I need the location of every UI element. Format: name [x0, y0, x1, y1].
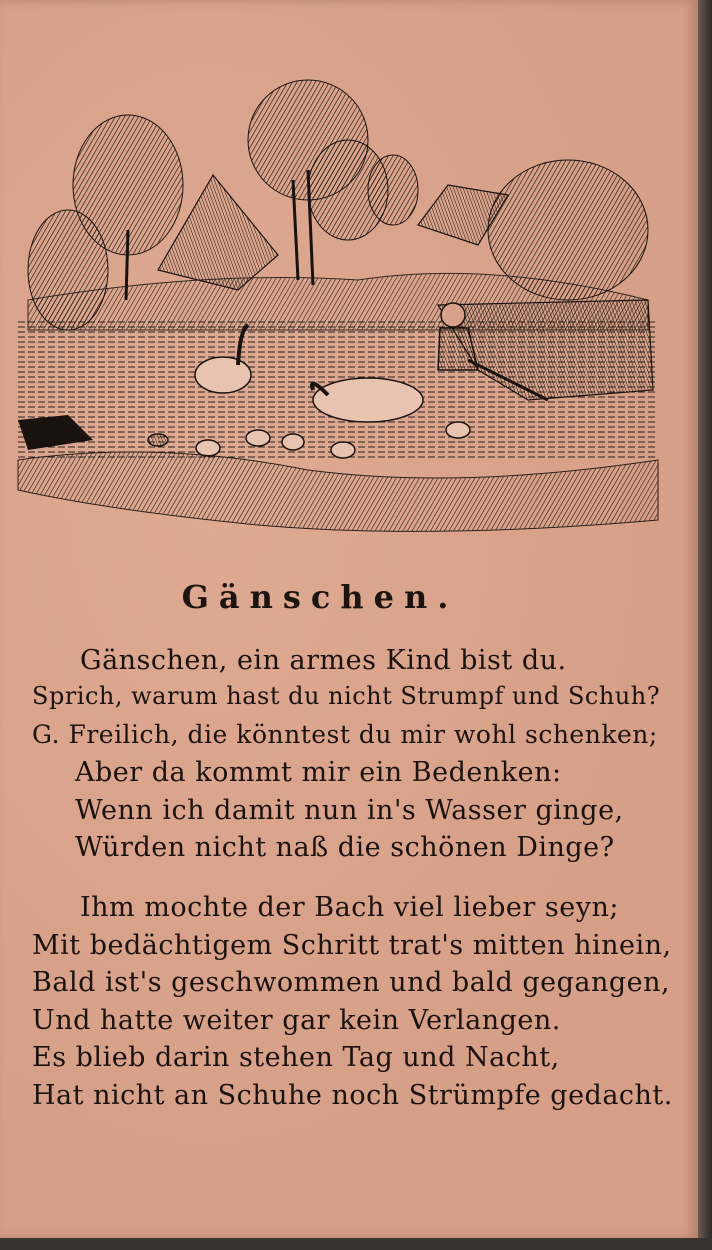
verse-line: Mit bedächtigem Schritt trat's mitten hinein,: [32, 930, 672, 961]
verse-line: G. Freilich, die könntest du mir wohl schenken;: [32, 720, 658, 749]
verse-line: Wenn ich damit nun in's Wasser ginge,: [75, 795, 624, 826]
poem-title: Gänschen.: [181, 578, 459, 616]
verse-line: Es blieb darin stehen Tag und Nacht,: [32, 1042, 560, 1073]
verse-line: Hat nicht an Schuhe noch Strümpfe gedacht.: [32, 1080, 673, 1111]
verse-line: Ihm mochte der Bach viel lieber seyn;: [80, 892, 619, 923]
book-spine: [698, 0, 712, 1250]
verse-line: Würden nicht naß die schönen Dinge?: [75, 832, 615, 863]
engraving-village-pond-geese-child-icon: [8, 70, 670, 550]
page-bottom-edge: [0, 1238, 712, 1250]
verse-line: Gänschen, ein armes Kind bist du.: [80, 645, 567, 676]
verse-line: Sprich, warum hast du nicht Strumpf und Schuh?: [32, 682, 661, 710]
verse-line: Aber da kommt mir ein Bedenken:: [75, 757, 562, 788]
verse-line: Bald ist's geschwommen und bald gegangen,: [32, 967, 671, 998]
verse-line: Und hatte weiter gar kein Verlangen.: [32, 1005, 561, 1036]
